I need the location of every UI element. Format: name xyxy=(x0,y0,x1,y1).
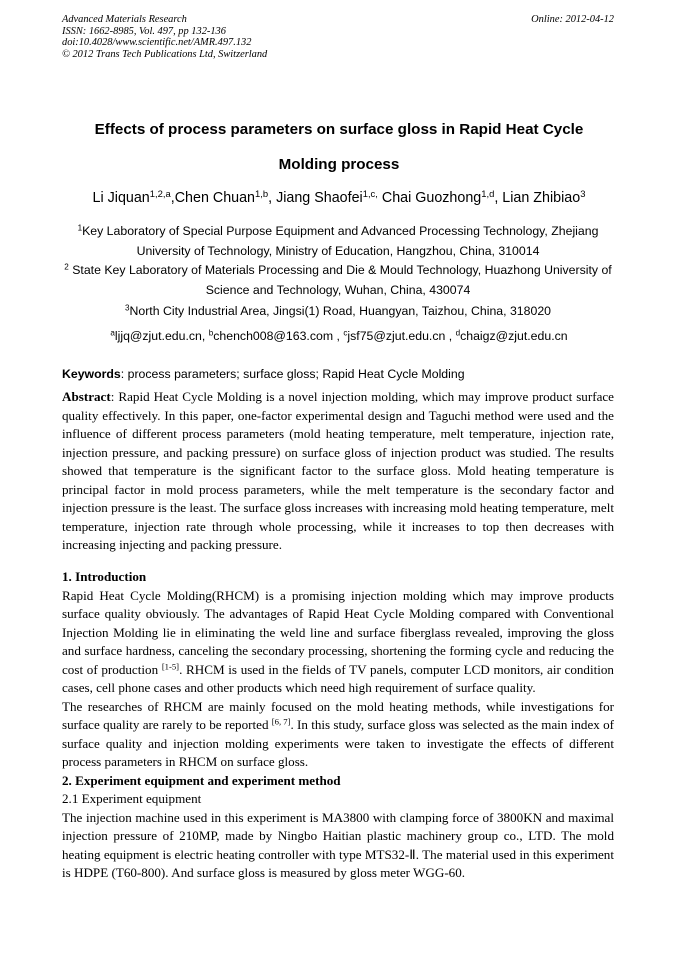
email-separator: , xyxy=(333,329,344,343)
author-name: Jiang Shaofei xyxy=(276,190,363,206)
copyright-line: © 2012 Trans Tech Publications Ltd, Switzerland xyxy=(62,48,268,60)
journal-header xyxy=(62,14,614,60)
author-name: Chai Guozhong xyxy=(381,190,482,206)
author-affiliation-mark: 1,b xyxy=(255,187,269,199)
affiliation-text: Key Laboratory of Special Purpose Equipment and Advanced Processing Technology, Zhejiang University of Technology, Ministry of Education, Hangzhou, China, 310014 xyxy=(82,224,599,258)
affiliation-1 xyxy=(62,222,614,261)
author-name: Lian Zhibiao xyxy=(502,190,581,206)
author-affiliation-mark: 3 xyxy=(580,187,586,199)
author-affiliation-mark: 1,2,a xyxy=(149,187,171,199)
email-list xyxy=(40,327,638,345)
keywords-text: : process parameters; surface gloss; Rapid Heat Cycle Molding xyxy=(120,367,465,381)
affiliation-text: State Key Laboratory of Materials Processing and Die & Mould Technology, Huazhong University of Science and Technology, Wuhan, China, 430074 xyxy=(72,263,612,297)
journal-name: Advanced Materials Research xyxy=(62,14,187,25)
paragraph-text: The researches of RHCM are mainly focused on the mold heating methods, while investigations for surface quality are rarely to be reported xyxy=(62,698,614,732)
author-name: Chen Chuan xyxy=(174,190,255,206)
abstract-text: : Rapid Heat Cycle Molding is a novel injection molding, which may improve product surface quality effectively. In this paper, one-factor experimental design and Taguchi method were used and the influence of different process parameters (mold heating temperature, melt temperature, injection rate, injection pressure, and packing pressure) on surface gloss of injection product was studied. The results showed that temperature is the significant factor to the surface gloss. Mold heating temperature is principal factor in mold process parameters, while the melt temperature is the secondary factor and injection pressure is the least. The surface gloss increases with increasing mold heating temperature, melt temperature, injection rate through whole processing, while it increases to top then decreases with increasing injecting and packing pressure. xyxy=(62,389,614,552)
keywords-label: Keywords xyxy=(62,367,121,381)
section-heading: 1. Introduction xyxy=(62,569,147,584)
email-address[interactable]: ljjq@zjut.edu.cn, xyxy=(114,329,206,343)
title-line-1: Effects of process parameters on surface gloss in Rapid Heat Cycle xyxy=(94,121,584,138)
email-mark: c xyxy=(343,328,348,338)
author-list: Li Jiquan$^{1,2,a}$,Chen Chuan$^{1,b}$, Jiang Shaofei$^{1,c,}$ Chai Guozhong$^{1,d}$, Lian Zhibiao$^3$ xyxy=(92,187,586,206)
affiliation-3 xyxy=(62,302,614,322)
paper-title xyxy=(40,112,638,182)
email-address[interactable]: chench008@163.com xyxy=(213,329,334,343)
author-affiliation-mark: 1,c, xyxy=(362,187,378,199)
abstract-label: Abstract xyxy=(62,389,111,404)
abstract xyxy=(62,388,614,555)
affiliation-mark: 3 xyxy=(124,303,130,313)
paragraph-text: . In this study, surface gloss was selected as the main index of surface quality and injection molding experiments were taken to investigate the effects of different process parameters in RHCM on surface gloss. xyxy=(62,717,614,769)
keywords xyxy=(62,365,614,383)
email-address[interactable]: jsf75@zjut.edu.cn xyxy=(347,329,446,343)
paragraph-text: Rapid Heat Cycle Molding(RHCM) is a promising injection molding which may improve products surface quality obviously. The advantages of Rapid Heat Cycle Molding compared with Conventional Injection Molding lie in eliminating the weld line and surface fiberglass revealed, improving the gloss and surface hardness, canceling the secondary processing, shortening the forming cycle and reducing the cost of production xyxy=(62,587,614,677)
affiliation-2 xyxy=(62,261,614,300)
section-heading: 2. Experiment equipment and experiment method xyxy=(62,772,341,788)
email-mark: b xyxy=(208,328,214,338)
paragraph-text: . RHCM is used in the fields of TV panels, computer LCD monitors, air condition cases, cell phone cases and other products which need high requirement of surface quality. xyxy=(62,661,614,695)
author-name: Li Jiquan xyxy=(92,190,150,206)
email-address[interactable]: chaigz@zjut.edu.cn xyxy=(460,329,568,343)
email-separator: , xyxy=(445,329,456,343)
email-mark: a xyxy=(110,328,115,338)
paragraph xyxy=(62,587,614,698)
introduction-section xyxy=(62,568,614,883)
affiliation-text: North City Industrial Area, Jingsi(1) Road, Huangyan, Taizhou, China, 318020 xyxy=(129,304,552,318)
citation: [6, 7] xyxy=(271,716,291,727)
paragraph xyxy=(62,698,614,772)
title-line-2: Molding process xyxy=(278,156,400,173)
issn-line: ISSN: 1662-8985, Vol. 497, pp 132-136 xyxy=(62,25,226,37)
paragraph: The injection machine used in this experiment is MA3800 with clamping force of 3800KN and maximal injection pressure of 210MP, made by Ningbo Haitian plastic machinery group co., LTD. The mold heating equipment is electric heating controller with type MTS32-Ⅱ. The material used in this experiment is HDPE (T60-800). And surface gloss is measured by gloss meter WGG-60. xyxy=(62,809,614,880)
affiliation-mark: 1 xyxy=(77,223,83,233)
affiliation-mark: 2 xyxy=(64,262,69,272)
author-affiliation-mark: 1,d xyxy=(481,187,495,199)
citation: [1-5] xyxy=(161,660,180,671)
email-mark: d xyxy=(455,328,461,338)
subsection-heading: 2.1 Experiment equipment xyxy=(62,791,202,806)
online-date: Online: 2012-04-12 xyxy=(531,14,614,25)
doi-line: doi:10.4028/www.scientific.net/AMR.497.132 xyxy=(62,37,252,49)
